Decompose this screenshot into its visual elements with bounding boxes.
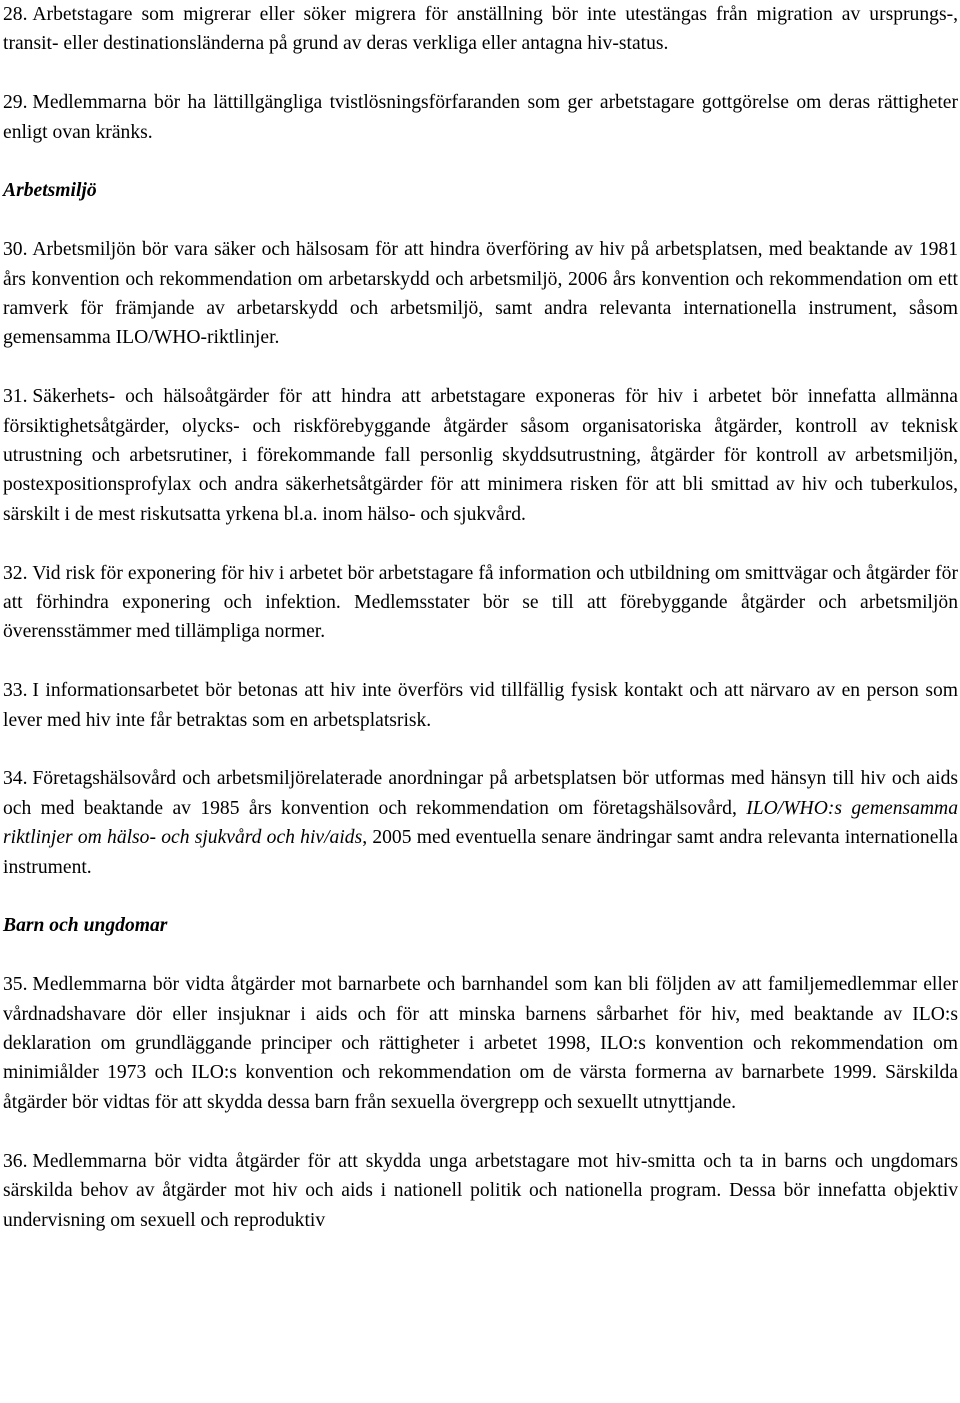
paragraph-number: 35. (3, 974, 28, 996)
paragraph-text: Medlemmarna bör vidta åtgärder mot barnarbete och barnhandel som kan bli följden av att familjemedlemmar eller vårdnadshavare dör eller insjuknar i aids och för att minska barnens sårbarhet för hiv, med beaktande av ILO:s deklaration om grundläggande principer och rättigheter i arbetet 1998, ILO:s konvention och rekommendation om minimiålder 1973 och ILO:s konvention och rekommendation om de värsta formerna av barnarbete 1999. Särskilda åtgärder bör vidtas för att skydda dessa barn från sexuella övergrepp och sexuellt utnyttjande. (3, 974, 958, 1113)
paragraph-text: Arbetstagare som migrerar eller söker migrera för anställning bör inte utestängas från migration av ursprungs-, transit- eller destinationsländerna på grund av deras verkliga eller antagna hiv-status. (3, 4, 958, 55)
paragraph-text: Medlemmarna bör ha lättillgängliga tvistlösningsförfaranden som ger arbetstagare gottgörelse om deras rättigheter enligt ovan kränks. (3, 92, 958, 143)
paragraph-number: 31. (3, 386, 28, 408)
paragraph-text: Medlemmarna bör vidta åtgärder för att skydda unga arbetstagare mot hiv-smitta och ta in barns och ungdomars särskilda behov av åtgärder mot hiv och aids i nationell politik och nationella program. Dessa bör innefatta objektiv undervisning om sexuell och reproduktiv (3, 1150, 958, 1231)
paragraph-number: 30. (3, 239, 28, 261)
paragraph-31 (3, 382, 958, 529)
paragraph-33 (3, 676, 958, 735)
paragraph-number: 32. (3, 562, 28, 584)
paragraph-34 (3, 764, 958, 882)
paragraph-text: Säkerhets- och hälsoåtgärder för att hindra att arbetstagare exponeras för hiv i arbetet bör innefatta allmänna försiktighetsåtgärder, olycks- och riskförebyggande åtgärder såsom organisatoriska åtgärder, kontroll av teknisk utrustning och arbetsrutiner, i förekommande fall personlig skyddsutrustning, åtgärder för kontroll av arbetsmiljön, postexpositionsprofylax och andra säkerhetsåtgärder för att minimera risken för att bli smittad av hiv och tuberkulos, särskilt i de mest riskutsatta yrkena bl.a. inom hälso- och sjukvård. (3, 386, 958, 525)
paragraph-32 (3, 559, 958, 647)
paragraph-29 (3, 88, 958, 147)
paragraph-number: 34. (3, 768, 28, 790)
paragraph-text: I informationsarbetet bör betonas att hiv inte överförs vid tillfällig fysisk kontakt och att närvaro av en person som lever med hiv inte får betraktas som en arbetsplatsrisk. (3, 680, 958, 731)
paragraph-text-italic: ILO/WHO:s gemensamma riktlinjer om hälso- och sjukvård och hiv/aids (3, 797, 959, 849)
paragraph-number: 33. (3, 680, 28, 702)
paragraph-text: Vid risk för exponering för hiv i arbetet bör arbetstagare få information och utbildning om smittvägar och åtgärder för att förhindra exponering och infektion. Medlemsstater bör se till att förebyggande åtgärder och arbetsmiljön överensstämmer med tillämpliga normer. (3, 562, 958, 643)
paragraph-30 (3, 235, 958, 353)
paragraph-35 (3, 970, 958, 1117)
paragraph-36 (3, 1147, 958, 1235)
paragraph-28 (3, 0, 958, 59)
document-page (3, 0, 958, 1264)
paragraph-number: 36. (3, 1150, 28, 1172)
section-heading-arbetsmiljo: Arbetsmiljö (3, 180, 97, 202)
paragraph-number: 28. (3, 4, 28, 25)
paragraph-text: Arbetsmiljön bör vara säker och hälsosam för att hindra överföring av hiv på arbetsplatsen, med beaktande av 1981 års konvention och rekommendation om arbetarskydd och arbetsmiljö, 2006 års konvention och rekommendation om ett ramverk för främjande av arbetarskydd och arbetsmiljö, samt andra relevanta internationella instrument, såsom gemensamma ILO/WHO-riktlinjer. (3, 239, 958, 349)
section-heading-barn-och-ungdomar: Barn och ungdomar (3, 915, 168, 937)
paragraph-text: Företagshälsovård och arbetsmiljörelaterade anordningar på arbetsplatsen bör utformas med hänsyn till hiv och aids och med beaktande av 1985 års konvention och rekommendation om företagshälsovård, (3, 768, 958, 819)
paragraph-text-after: , 2005 med eventuella senare ändringar samt andra relevanta internationella instrument. (3, 827, 959, 878)
paragraph-number: 29. (3, 92, 28, 114)
